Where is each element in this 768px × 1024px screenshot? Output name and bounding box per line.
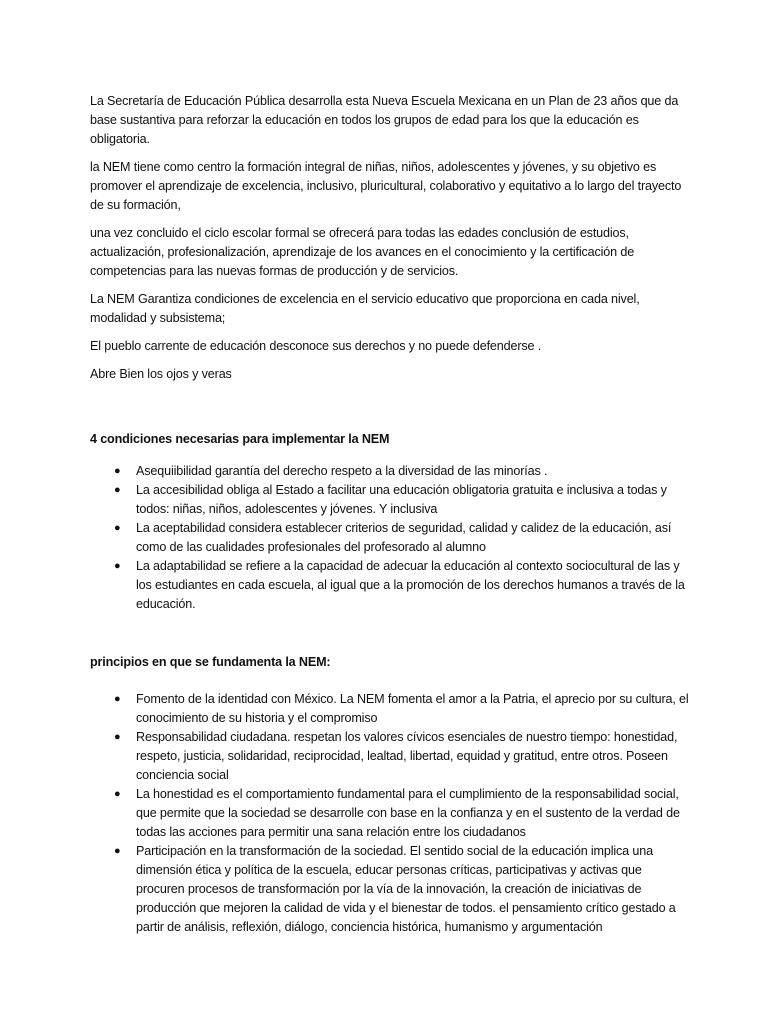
paragraph-pueblo: El pueblo carrente de educación desconoce sus derechos y no puede defenderse .	[90, 339, 542, 353]
bullet-icon: ●	[114, 465, 121, 477]
list-item-text: Participación en la transformación de la sociedad. El sentido social de la educación implica una dimensión ética y política de la escuela, educar personas críticas, participativas y activas que procuren procesos de transformación por la vía de la innovación, la creación de iniciativas de producción que mejoren la calidad de vida y el bienestar de todos. el pensamiento crítico gestado a partir de análisis, reflexión, diálogo, conciencia histórica, humanismo y argumentación	[136, 844, 676, 934]
bullet-icon: ●	[114, 693, 121, 705]
list-item	[90, 481, 690, 519]
bullet-icon: ●	[114, 522, 121, 534]
list-item	[90, 690, 690, 728]
bullet-icon: ●	[114, 788, 121, 800]
bullet-icon: ●	[114, 560, 121, 572]
paragraph-abre-ojos: Abre Bien los ojos y veras	[90, 367, 232, 381]
list-item-text: Asequiibilidad garantía del derecho respeto a la diversidad de las minorías .	[136, 464, 548, 478]
section-heading-condiciones: 4 condiciones necesarias para implementar la NEM	[90, 432, 390, 446]
bullet-list-condiciones	[90, 462, 690, 614]
paragraph-nem-centro: la NEM tiene como centro la formación integral de niñas, niños, adolescentes y jóvenes, y su objetivo es promover el aprendizaje de excelencia, inclusivo, pluricultural, colaborativo y equitativo a lo largo del trayecto de su formación,	[90, 160, 682, 212]
list-item	[90, 785, 690, 842]
paragraph-ciclo-escolar: una vez concluido el ciclo escolar formal se ofrecerá para todas las edades conclusión de estudios, actualización, profesionalización, aprendizaje de los avances en el conocimiento y la certificación de competencias para las nuevas formas de producción y de servicios.	[90, 226, 635, 278]
list-item-text: Responsabilidad ciudadana. respetan los valores cívicos esenciales de nuestro tiempo: honestidad, respeto, justicia, solidaridad, reciprocidad, lealtad, libertad, equidad y gratitud, entre otros. Poseen conciencia social	[136, 730, 678, 782]
paragraph-nem-garantiza: La NEM Garantiza condiciones de excelencia en el servicio educativo que proporciona en cada nivel, modalidad y subsistema;	[90, 292, 640, 325]
list-item	[90, 557, 690, 614]
bullet-list-principios	[90, 690, 690, 937]
bullet-icon: ●	[114, 484, 121, 496]
list-item	[90, 519, 690, 557]
paragraph-intro: La Secretaría de Educación Pública desarrolla esta Nueva Escuela Mexicana en un Plan de 23 años que da base sustantiva para reforzar la educación en todos los grupos de edad para los que la educación es obligatoria.	[90, 94, 679, 146]
list-item-text: La adaptabilidad se refiere a la capacidad de adecuar la educación al contexto sociocultural de las y los estudiantes en cada escuela, al igual que a la promoción de los derechos humanos a través de la educación.	[136, 559, 685, 611]
list-item-text: La accesibilidad obliga al Estado a facilitar una educación obligatoria gratuita e inclusiva a todas y todos: niñas, niños, adolescentes y jóvenes. Y inclusiva	[136, 483, 667, 516]
list-item	[90, 462, 690, 481]
list-item-text: La honestidad es el comportamiento fundamental para el cumplimiento de la responsabilidad social, que permite que la sociedad se desarrolle con base en la confianza y en el sustento de la verdad de todas las acciones para permitir una sana relación entre los ciudadanos	[136, 787, 680, 839]
section-heading-principios: principios en que se fundamenta la NEM:	[90, 655, 331, 669]
bullet-icon: ●	[114, 845, 121, 857]
list-item	[90, 842, 690, 937]
list-item	[90, 728, 690, 785]
list-item-text: Fomento de la identidad con México. La NEM fomenta el amor a la Patria, el aprecio por su cultura, el conocimiento de su historia y el compromiso	[136, 692, 689, 725]
bullet-icon: ●	[114, 731, 121, 743]
list-item-text: La aceptabilidad considera establecer criterios de seguridad, calidad y calidez de la educación, así como de las cualidades profesionales del profesorado al alumno	[136, 521, 672, 554]
document-page	[90, 92, 690, 937]
